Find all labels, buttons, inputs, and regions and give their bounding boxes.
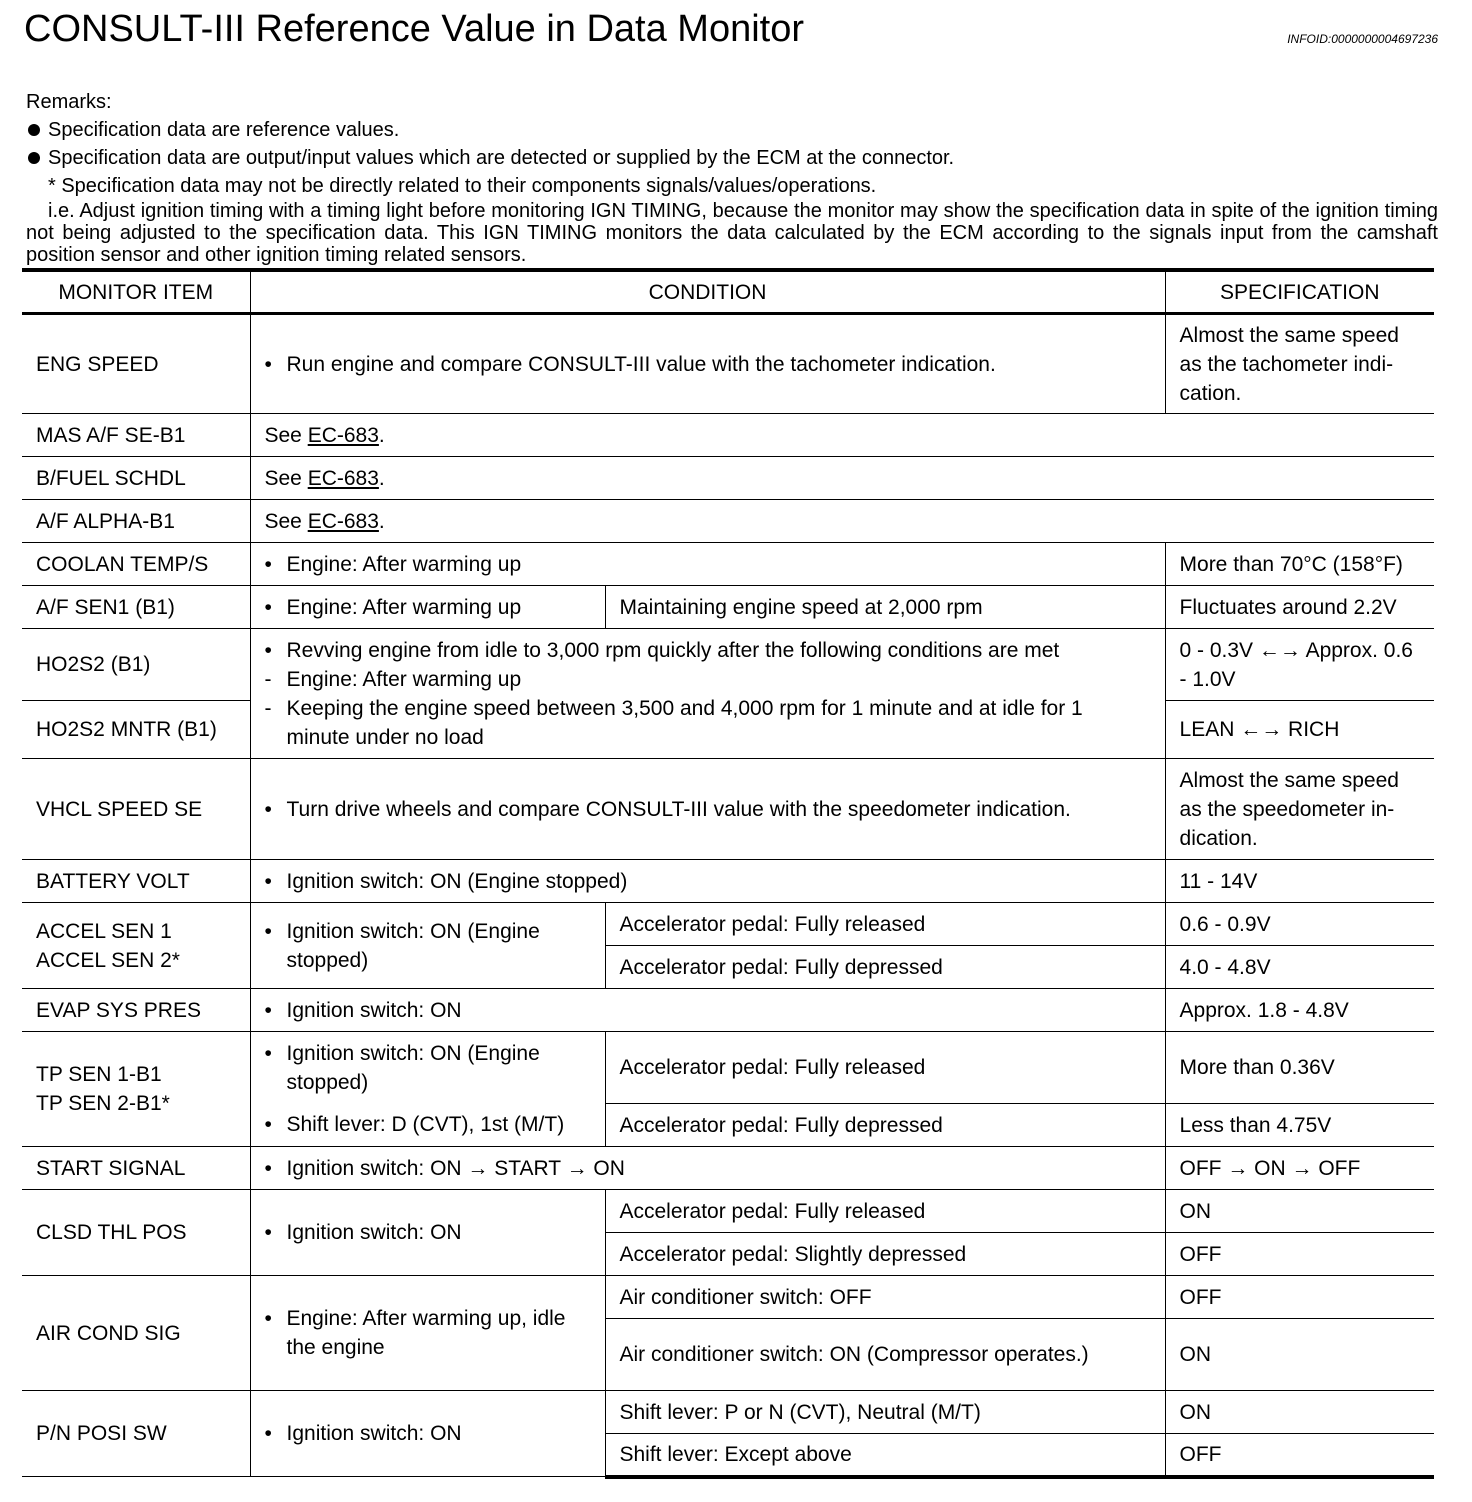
sub-condition-cell: Shift lever: P or N (CVT), Neutral (M/T) [605,1391,1165,1434]
sub-condition-cell: Accelerator pedal: Fully released [605,1032,1165,1104]
bullet-marker: • [264,1156,272,1180]
condition-text: Keeping the engine speed between 3,500 and 4,000 rpm for 1 minute and at idle for 1 minute under no load [286,696,1083,749]
condition-text: Ignition switch: ON [286,1221,462,1244]
see-prefix: See [264,423,308,447]
bullet-marker: • [264,595,272,619]
table-row [22,759,1434,860]
specification-cell: 0.6 - 0.9V [1165,903,1434,946]
table-row [22,414,1434,457]
monitor-item: START SIGNAL [22,1147,250,1190]
table-header-row [22,270,1434,314]
table-row [22,543,1434,586]
table-row [22,457,1434,500]
dash-marker: - [264,667,272,691]
bullet-marker: • [264,869,272,893]
see-reference-cell [250,414,1434,457]
table-row [22,860,1434,903]
condition-text: Turn drive wheels and compare CONSULT-III value with the speedometer indication. [286,797,1071,821]
table-row [22,314,1434,414]
table-row [22,586,1434,629]
specification-cell: More than 70°C (158°F) [1165,543,1434,586]
bullet-marker: • [264,1307,272,1330]
sub-condition-cell: Air conditioner switch: OFF [605,1276,1165,1319]
see-suffix: . [378,509,385,533]
specification-cell: ON [1165,1391,1434,1434]
see-reference-cell [250,457,1434,500]
specification-cell: Less than 4.75V [1165,1104,1434,1147]
table-row [22,1032,1434,1104]
ec-683-link[interactable]: EC-683 [307,466,379,490]
condition-cell [250,629,1165,759]
condition-cell [250,1276,605,1391]
monitor-item: B/FUEL SCHDL [22,457,250,500]
condition-text: Ignition switch: ON (Engine stopped) [286,1042,540,1094]
condition-cell [250,543,1165,586]
monitor-item-line: TP SEN 1-B1 [36,1063,162,1086]
remarks-heading: Remarks: [26,91,112,113]
sub-condition-cell: Accelerator pedal: Fully depressed [605,1104,1165,1147]
condition-text: Ignition switch: ON (Engine stopped) [286,919,540,972]
condition-cell [250,860,1165,903]
header-monitor-item: MONITOR ITEM [22,270,250,314]
table-row [22,1276,1434,1319]
specification-cell: Almost the same speed as the speedometer in-dication. [1165,759,1434,860]
monitor-item: A/F SEN1 (B1) [22,586,250,629]
monitor-item: HO2S2 (B1) [22,629,250,701]
bullet-marker: • [264,919,272,943]
header-specification: SPECIFICATION [1165,270,1434,314]
monitor-item: ENG SPEED [22,314,250,414]
condition-text: Engine: After warming up [286,552,522,576]
monitor-item: HO2S2 MNTR (B1) [22,701,250,759]
monitor-item: VHCL SPEED SE [22,759,250,860]
specification-cell: OFF [1165,1233,1434,1276]
table-row [22,500,1434,543]
sub-condition-cell: Accelerator pedal: Fully released [605,903,1165,946]
monitor-item [22,903,250,989]
remarks-note: * Specification data may not be directly related to their components signals/values/operations. [48,175,877,197]
condition-text: Engine: After warming up, idle the engine [286,1307,566,1359]
monitor-item: EVAP SYS PRES [22,989,250,1032]
bullet-marker: • [264,1221,272,1244]
sub-condition-cell: Maintaining engine speed at 2,000 rpm [605,586,1165,629]
dash-marker: - [264,696,272,720]
table-row [22,1190,1434,1233]
table-row [22,989,1434,1032]
see-prefix: See [264,466,308,490]
condition-cell [250,586,605,629]
specification-cell: 4.0 - 4.8V [1165,946,1434,989]
ec-683-link[interactable]: EC-683 [307,423,379,447]
monitor-item-line: ACCEL SEN 1 [36,919,172,943]
specification-cell: OFF [1165,1276,1434,1319]
specification-cell: LEAN ←→ RICH [1165,701,1434,759]
specification-cell: 11 - 14V [1165,860,1434,903]
sub-condition-cell: Accelerator pedal: Fully released [605,1190,1165,1233]
bullet-marker: • [264,552,272,576]
condition-text: Run engine and compare CONSULT-III value with the tachometer indication. [286,352,996,376]
bullet-marker: • [264,352,272,376]
condition-cell [250,314,1165,414]
condition-text: Engine: After warming up [286,667,522,691]
condition-cell [250,759,1165,860]
remarks-bullet-1: Specification data are reference values. [26,116,1438,144]
remarks-bullet-2: Specification data are output/input values which are detected or supplied by the ECM at the connector. [26,144,1438,172]
info-id: INFOID:0000000004697236 [1287,32,1438,46]
condition-text: Ignition switch: ON (Engine stopped) [286,869,628,893]
specification-cell: OFF [1165,1434,1434,1477]
bullet-marker: • [264,1042,272,1065]
condition-cell [250,1391,605,1477]
specification-cell: More than 0.36V [1165,1032,1434,1104]
sub-condition-cell: Accelerator pedal: Fully depressed [605,946,1165,989]
condition-text: Engine: After warming up [286,595,522,619]
see-suffix: . [378,423,385,447]
see-reference-cell [250,500,1434,543]
sub-condition-cell: Shift lever: Except above [605,1434,1165,1477]
specification-cell: Fluctuates around 2.2V [1165,586,1434,629]
sub-condition-cell: Accelerator pedal: Slightly depressed [605,1233,1165,1276]
monitor-item: MAS A/F SE-B1 [22,414,250,457]
header-condition: CONDITION [250,270,1165,314]
condition-cell [250,989,1165,1032]
table-row [22,903,1434,946]
bullet-marker: • [264,998,272,1022]
monitor-item: P/N POSI SW [22,1391,250,1477]
page-title: CONSULT-III Reference Value in Data Monitor [24,8,805,50]
monitor-item: A/F ALPHA-B1 [22,500,250,543]
condition-text: Revving engine from idle to 3,000 rpm quickly after the following conditions are met [286,638,1060,662]
bullet-marker: • [264,797,272,821]
specification-cell: OFF → ON → OFF [1165,1147,1434,1190]
table-row [22,1391,1434,1434]
ec-683-link[interactable]: EC-683 [307,509,379,533]
specification-cell: Approx. 1.8 - 4.8V [1165,989,1434,1032]
reference-value-table [22,268,1434,1479]
specification-cell: ON [1165,1319,1434,1391]
monitor-item-line: TP SEN 2-B1* [36,1092,170,1115]
table-row [22,629,1434,701]
condition-text: Ignition switch: ON [286,998,462,1022]
see-suffix: . [378,466,385,490]
monitor-item-line: ACCEL SEN 2* [36,948,180,972]
monitor-item: AIR COND SIG [22,1276,250,1391]
condition-cell [250,1190,605,1276]
condition-cell [250,1032,605,1147]
specification-cell: ON [1165,1190,1434,1233]
monitor-item: BATTERY VOLT [22,860,250,903]
condition-cell [250,1147,1165,1190]
condition-cell [250,903,605,989]
remarks-section [26,88,1438,266]
see-prefix: See [264,509,308,533]
specification-cell: Almost the same speed as the tachometer indi-cation. [1165,314,1434,414]
bullet-marker: • [264,1422,272,1445]
condition-text: Ignition switch: ON [286,1422,462,1445]
bullet-marker: • [264,638,272,662]
sub-condition-cell: Air conditioner switch: ON (Compressor operates.) [605,1319,1165,1391]
monitor-item: CLSD THL POS [22,1190,250,1276]
table-row [22,1147,1434,1190]
condition-text: Shift lever: D (CVT), 1st (M/T) [286,1113,565,1136]
specification-cell: 0 - 0.3V ←→ Approx. 0.6 - 1.0V [1165,629,1434,701]
condition-text: Ignition switch: ON → START → ON [286,1156,625,1180]
monitor-item: COOLAN TEMP/S [22,543,250,586]
bullet-marker: • [264,1113,272,1136]
remarks-ie: i.e. Adjust ignition timing with a timing light before monitoring IGN TIMING, because the monitor may show the specification data in spite of the ignition timing not being adjusted to the specification data. This IGN TIMING monitors the data calculated by the ECM according to the signals input from the camshaft position sensor and other ignition timing related sensors. [26,200,1438,266]
monitor-item [22,1032,250,1147]
